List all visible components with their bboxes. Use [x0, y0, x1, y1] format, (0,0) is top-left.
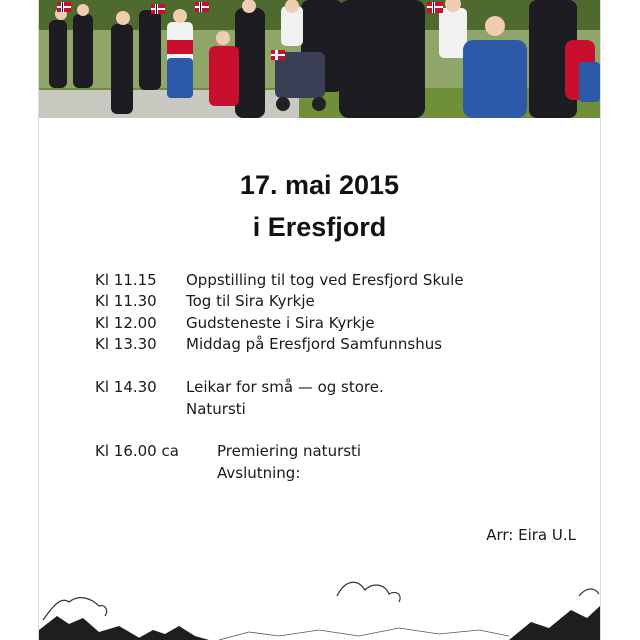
schedule-desc: Tog til Sira Kyrkje	[186, 292, 315, 310]
schedule-desc-extra: Natursti	[186, 400, 246, 418]
schedule-time: Kl 13.30	[95, 335, 157, 353]
organizer-credit: Arr: Eira U.L	[486, 526, 576, 544]
schedule-time: Kl 14.30	[95, 378, 157, 396]
schedule-desc: Middag på Eresfjord Samfunnshus	[186, 335, 443, 353]
schedule-desc-extra: Avslutning:	[217, 464, 301, 482]
event-location: i Eresfjord	[252, 212, 387, 242]
schedule-desc: Premiering natursti	[217, 442, 362, 460]
poster	[38, 0, 601, 640]
schedule-time: Kl 11.15	[95, 271, 157, 289]
event-title: 17. mai 2015	[239, 170, 400, 200]
schedule-time: Kl 12.00	[95, 314, 157, 332]
parade-photo	[39, 0, 600, 118]
schedule-desc: Leikar for små — og store.	[186, 378, 384, 396]
schedule-desc: Oppstilling til tog ved Eresfjord Skule	[186, 271, 464, 289]
mountain-drawing	[39, 576, 600, 640]
schedule-time: Kl 16.00 ca	[95, 442, 179, 460]
schedule-desc: Gudsteneste i Sira Kyrkje	[186, 314, 375, 332]
schedule-time: Kl 11.30	[95, 292, 157, 310]
